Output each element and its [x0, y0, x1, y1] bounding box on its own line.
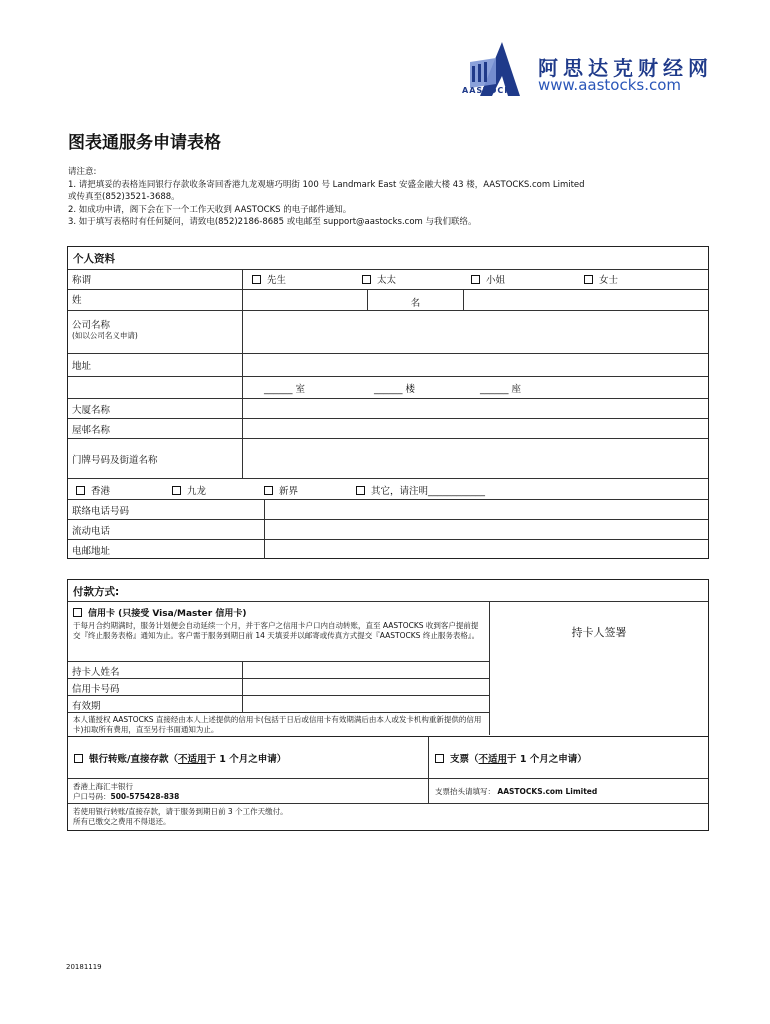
note-2: 2. 如成功申请，阁下会在下一个工作天收到 AASTOCKS 的电子邮件通知。 — [68, 204, 352, 215]
salutation-option-ms[interactable]: 女士 — [580, 270, 622, 289]
cheque-payee-label: 支票抬头请填写： — [435, 787, 495, 796]
surname-label: 姓 — [72, 295, 82, 306]
credit-card-title: 信用卡 (只接受 Visa/Master 信用卡) — [88, 609, 247, 619]
salutation-option-mrs[interactable]: 太太 — [358, 270, 400, 289]
mobile-field[interactable] — [265, 520, 708, 539]
company-sublabel: (如以公司名义申请) — [72, 331, 138, 340]
logo-chinese-name: 阿思达克财经网 — [538, 56, 713, 80]
expiry-field[interactable] — [243, 696, 489, 712]
authorization-text: 本人谨授权 AASTOCKS 直接经由本人上述提供的信用卡(包括于日后或信用卡有效期满后由本人或发卡机构重新提供的信用卡)扣取所有费用，直至另行书面通知为止。 — [73, 715, 482, 734]
surname-field[interactable] — [243, 290, 367, 310]
card-number-label: 信用卡号码 — [72, 684, 120, 695]
cardholder-name-label: 持卡人姓名 — [72, 667, 120, 678]
checkbox-ms[interactable] — [584, 275, 593, 284]
salutation-option-mr[interactable]: 先生 — [248, 270, 290, 289]
address-label: 地址 — [72, 361, 92, 372]
checkbox-nt[interactable] — [264, 486, 273, 495]
estate-label: 屋邨名称 — [72, 425, 111, 436]
district-option-kowloon[interactable]: 九龙 — [168, 479, 210, 499]
note-1-cont: 或传真至(852)3521-3688。 — [68, 192, 180, 202]
phone-field[interactable] — [265, 500, 708, 519]
credit-card-option[interactable] — [68, 602, 489, 661]
building-field[interactable] — [243, 399, 708, 418]
checkbox-miss[interactable] — [471, 275, 480, 284]
account-number-label: 户口号码： — [73, 792, 111, 801]
district-option-hk[interactable]: 香港 — [72, 479, 114, 499]
salutation-option-miss[interactable]: 小姐 — [467, 270, 509, 289]
logo-url: www.aastocks.com — [538, 76, 682, 94]
instructions — [68, 166, 708, 229]
company-label-cell — [68, 311, 242, 353]
checkbox-hk[interactable] — [76, 486, 85, 495]
cheque-option[interactable]: 支票（不适用于 1 个月之申请） — [429, 737, 708, 778]
estate-field[interactable] — [243, 419, 708, 438]
personal-info-header: 个人资料 — [73, 253, 115, 265]
card-number-field[interactable] — [243, 679, 489, 695]
floor-field[interactable]: ______ 楼 — [374, 384, 416, 395]
page-title: 图表通服务申请表格 — [68, 133, 221, 153]
expiry-label: 有效期 — [72, 701, 101, 712]
email-field[interactable] — [265, 540, 708, 559]
building-label: 大厦名称 — [72, 405, 111, 416]
cardholder-name-field[interactable] — [243, 662, 489, 678]
room-field[interactable]: ______ 室 — [264, 384, 306, 395]
account-number: 500-575428-838 — [110, 792, 180, 801]
company-label: 公司名称 — [72, 320, 111, 331]
cardholder-signature-label: 持卡人签署 — [571, 626, 627, 639]
mobile-label: 流动电话 — [72, 526, 111, 537]
bank-transfer-notes — [68, 804, 708, 830]
bank-transfer-option[interactable]: 银行转账/直接存款（不适用于 1 个月之申请） — [68, 737, 428, 778]
salutation-label: 称谓 — [72, 275, 92, 286]
block-field[interactable]: ______ 座 — [480, 384, 522, 395]
payment-section — [67, 579, 709, 831]
checkbox-mr[interactable] — [252, 275, 261, 284]
district-option-other[interactable]: 其它，请注明____________ — [352, 479, 489, 499]
checkbox-bank-transfer[interactable] — [74, 754, 83, 763]
form-version-code: 20181119 — [66, 963, 102, 971]
checkbox-mrs[interactable] — [362, 275, 371, 284]
cheque-payee: AASTOCKS.com Limited — [497, 787, 598, 796]
bank-note-1: 若使用银行转账/直接存款，请于服务到期日前 3 个工作天缴付。 — [73, 807, 288, 816]
checkbox-credit-card[interactable] — [73, 608, 82, 617]
logo-wordmark: AASTOCKS — [462, 86, 519, 95]
checkbox-other[interactable] — [356, 486, 365, 495]
company-field[interactable] — [243, 311, 708, 353]
payment-header: 付款方式: — [73, 586, 120, 598]
address-field[interactable] — [243, 354, 708, 376]
bank-name: 香港上海汇丰银行 — [73, 782, 133, 791]
personal-info-section — [67, 246, 709, 559]
email-label: 电邮地址 — [72, 546, 111, 557]
checkbox-cheque[interactable] — [435, 754, 444, 763]
street-label: 门牌号码及街道名称 — [72, 455, 158, 466]
cheque-payee-info — [429, 779, 708, 803]
given-name-field[interactable] — [464, 290, 708, 310]
given-name-label: 名 — [410, 298, 421, 309]
phone-label: 联络电话号码 — [72, 506, 130, 517]
checkbox-kowloon[interactable] — [172, 486, 181, 495]
credit-card-description: 于每月合约期满时，服务计划便会自动延续一个月，并于客户之信用卡户口内自动转账，直至 AASTOCKS 收到客户提前提交『终止服务表格』通知为止。客户需于服务到期日前 14 天填妥并以邮寄或传真方式提交『AASTOCKS 终止服务表格』。 — [73, 621, 480, 640]
bank-account-info — [68, 779, 428, 803]
district-option-nt[interactable]: 新界 — [260, 479, 302, 499]
note-3: 3. 如于填写表格时有任何疑问，请致电(852)2186-8685 或电邮至 support@aastocks.com 与我们联络。 — [68, 217, 477, 227]
bank-note-2: 所有已缴交之费用不得退还。 — [73, 817, 171, 826]
street-field[interactable] — [243, 439, 708, 478]
note-1: 1. 请把填妥的表格连同银行存款收条寄回香港九龙观塘巧明街 100 号 Landmark East 安盛金融大楼 43 楼，AASTOCKS.com Limited — [68, 179, 585, 190]
notes-heading: 请注意: — [68, 167, 97, 177]
